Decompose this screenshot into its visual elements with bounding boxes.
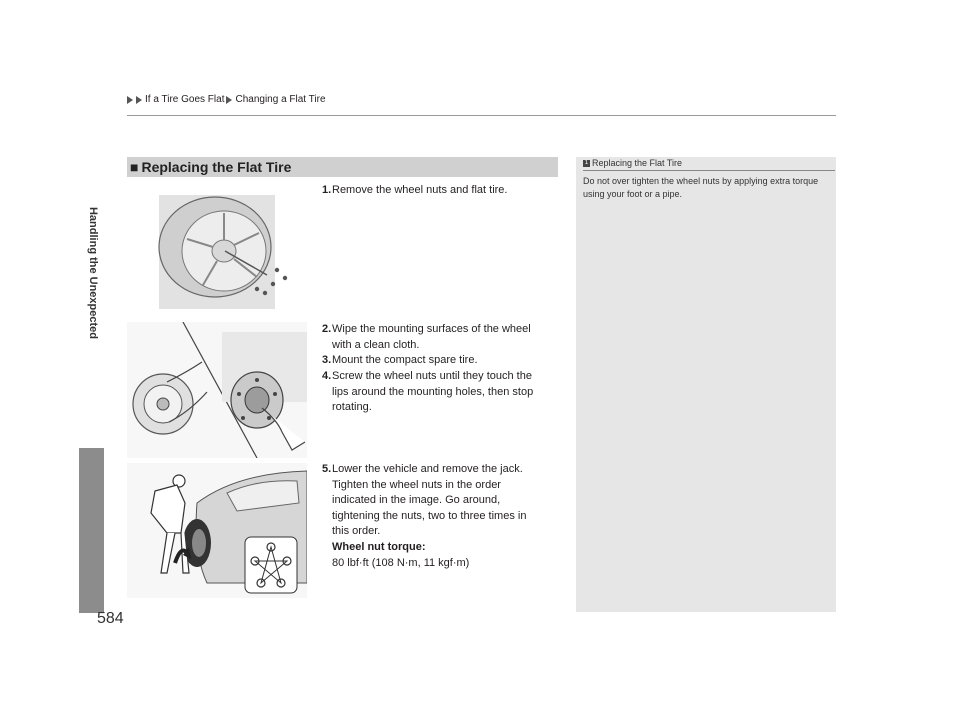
step-text-cont: indicated in the image. Go around, (332, 494, 501, 507)
step-4 (322, 369, 562, 416)
tighten-wheel-nuts-illustration (127, 463, 307, 598)
step-5 (322, 462, 562, 571)
step-text: Screw the wheel nuts until they touch the (332, 370, 532, 382)
breadcrumb (127, 94, 326, 105)
tire-icon (127, 185, 307, 319)
section-header (127, 157, 558, 177)
note-text: Do not over tighten the wheel nuts by applying extra torque using your foot or a pipe. (583, 176, 819, 199)
step-number: 2. (322, 323, 332, 335)
torque-label: Wheel nut torque: (332, 540, 426, 553)
step-number: 3. (322, 354, 332, 366)
breadcrumb-item[interactable]: Changing a Flat Tire (235, 94, 326, 105)
breadcrumb-arrow-icon (127, 96, 133, 104)
breadcrumb-arrow-icon (136, 96, 142, 104)
car-and-technician-icon (127, 463, 307, 598)
step-text: Mount the compact spare tire. (332, 354, 478, 366)
header-divider (127, 115, 836, 116)
square-bullet-icon: ■ (130, 159, 139, 175)
step-text: Lower the vehicle and remove the jack. (332, 463, 523, 475)
step-number: 5. (322, 463, 332, 475)
note-panel (576, 157, 836, 612)
step-3 (322, 353, 562, 369)
step-2 (322, 322, 562, 353)
step-text: Remove the wheel nuts and flat tire. (332, 184, 508, 196)
step-1 (322, 183, 562, 199)
breadcrumb-arrow-icon (226, 96, 232, 104)
step-number: 4. (322, 370, 332, 382)
flat-tire-removal-illustration (127, 185, 307, 319)
reference-icon: 1 (584, 159, 589, 166)
breadcrumb-item[interactable]: If a Tire Goes Flat (145, 94, 225, 105)
step-text-cont: rotating. (332, 401, 372, 414)
step-text-cont: Tighten the wheel nuts in the order (332, 478, 501, 491)
side-chapter-tab (79, 448, 104, 613)
step-text-cont: lips around the mounting holes, then stop (332, 385, 534, 398)
note-heading: 1 Replacing the Flat Tire (584, 158, 683, 168)
step-text: Wipe the mounting surfaces of the wheel (332, 323, 531, 335)
torque-value: 80 lbf·ft (108 N·m, 11 kgf·m) (332, 556, 470, 569)
step-number: 1. (322, 184, 332, 196)
page-number: 584 (97, 610, 124, 627)
step-text-cont: this order. (332, 525, 381, 538)
note-divider (583, 170, 835, 171)
section-title: Replacing the Flat Tire (141, 159, 292, 175)
wipe-mounting-surface-illustration (127, 322, 307, 458)
step-text-cont: tightening the nuts, two to three times in (332, 509, 527, 522)
side-chapter-label: Handling the Unexpected (87, 206, 99, 340)
step-text-cont: with a clean cloth. (332, 338, 420, 351)
hub-and-spare-tire-icon (127, 322, 307, 458)
